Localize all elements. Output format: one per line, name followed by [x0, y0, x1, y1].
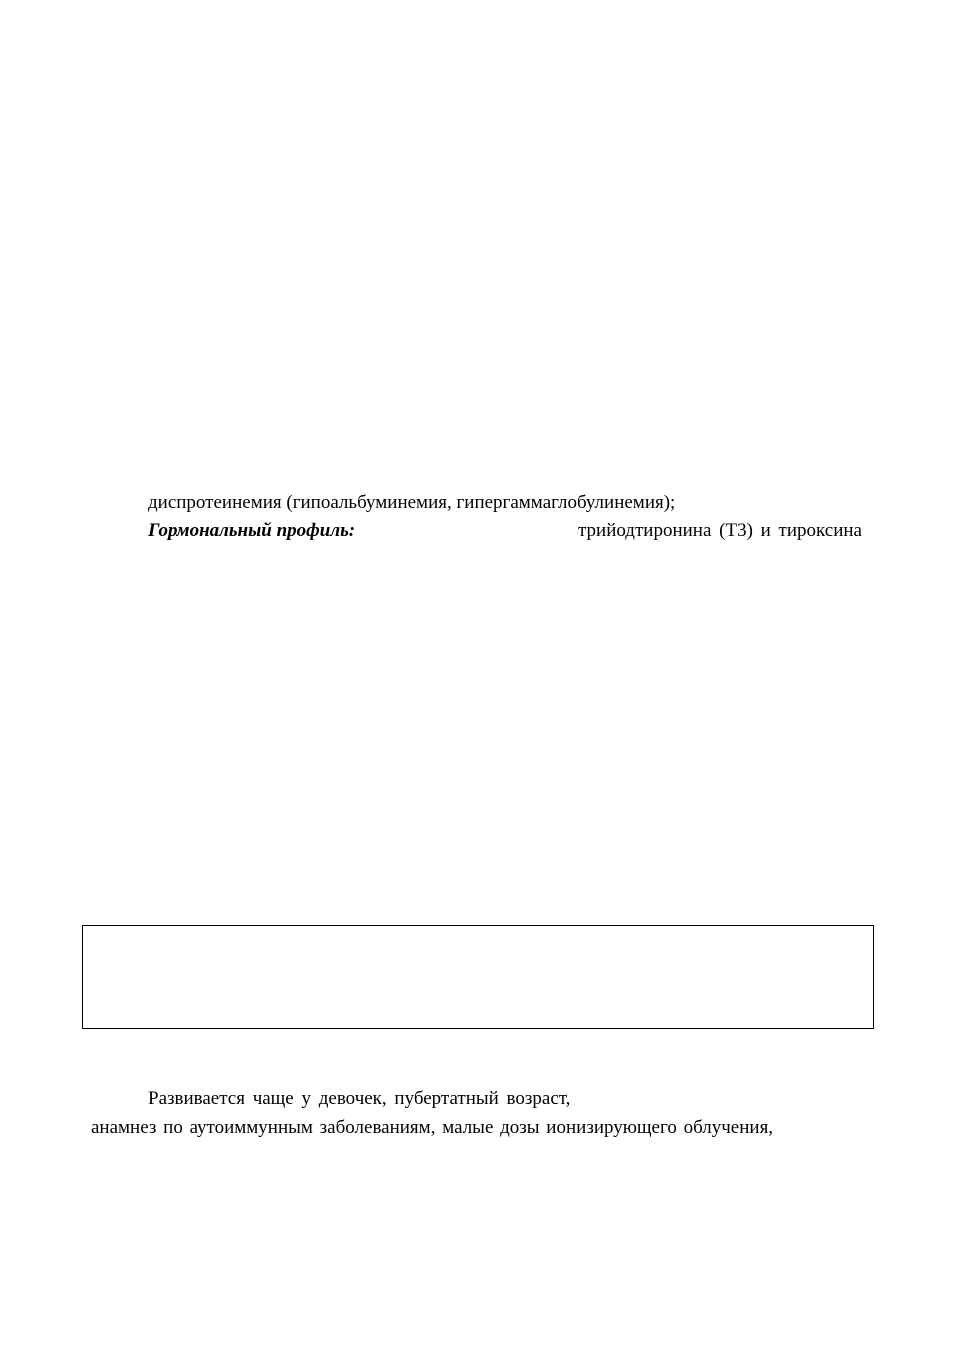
- hormonal-profile-text: трийодтиронина (Т3) и тироксина: [577, 520, 862, 541]
- text-line-develops-in-girls: Развивается чаще у девочек, пубертатный возраст,: [148, 1088, 571, 1109]
- text-line-hormonal-profile: [148, 520, 862, 542]
- hormonal-profile-heading: Гормональный профиль:: [148, 520, 356, 541]
- text-line-dysproteinemia: диспротеинемия (гипоальбуминемия, гипергаммаглобулинемия);: [148, 492, 676, 513]
- empty-frame-box: [82, 925, 874, 1029]
- text-line-anamnesis: анамнез по аутоиммунным заболеваниям, малые дозы ионизирующего облучения,: [91, 1117, 774, 1138]
